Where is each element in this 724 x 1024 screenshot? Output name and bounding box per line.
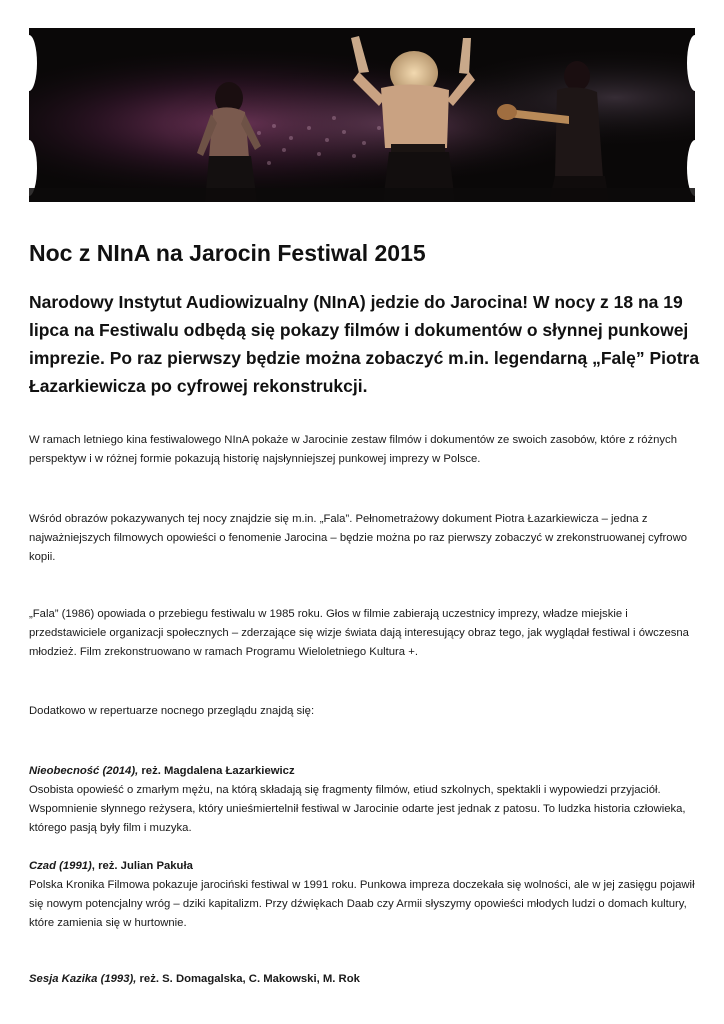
article-lead: Narodowy Instytut Audiowizualny (NInA) jedzie do Jarocina! W nocy z 18 na 19 lipca na Festiwalu odbędą się pokazy filmów i dokumentów o słynnej punkowej imprezie. Po raz pierwszy będzie można zobaczyć m.in. legendarną „Falę” Piotra Łazarkiewicza po cyfrowej rekonstrukcji. — [29, 292, 700, 396]
film-director: reż. S. Domagalska, C. Makowski, M. Rok — [136, 973, 360, 985]
film-title: Czad (1991) — [29, 860, 92, 872]
paragraph-fala-screening: Wśród obrazów pokazywanych tej nocy znajdzie się m.in. „Fala”. Pełnometrażowy dokument Piotra Łazarkiewicza – jedna z najważniejszych filmowych opowieści o fenomenie Jarocina – będzie można po raz pierwszy zobaczyć w zrekonstruowanej cyfrowo kopii. — [29, 513, 688, 563]
film-heading — [29, 762, 699, 781]
film-title: Nieobecność (2014), — [29, 765, 139, 777]
film-heading — [29, 857, 699, 876]
film-director: , reż. Julian Pakuła — [91, 860, 193, 872]
paragraph-fala-description: „Fala” (1986) opowiada o przebiegu festiwalu w 1985 roku. Głos w filmie zabierają uczestnicy imprezy, władze miejskie i przedstawiciele organizacji społecznych – zderzające się wizje świata dają interesujący obraz tego, jak wyglądał festiwal i ówczesna młodzież. Film zrekonstruowano w ramach Programu Wieloletniego Kultura +. — [29, 608, 689, 658]
paragraph-summer-cinema: W ramach letniego kina festiwalowego NInA pokaże w Jarocinie zestaw filmów i dokumentów ze swoich zasobów, które z różnych perspektyw i w różnej formie pokazują historię najsłynniejszej punkowej imprezy w Polsce. — [29, 434, 677, 465]
film-entry-czad — [29, 857, 699, 933]
film-entry-sesja-kazika — [29, 970, 699, 989]
film-description: Polska Kronika Filmowa pokazuje jarociński festiwal w 1991 roku. Punkowa impreza doczekała się wolności, ale w jej zasięgu pojawił się nowym potencjalny wróg – dziki kapitalizm. Przy dźwiękach Daab czy Armii słyszymy opowieści młodych ludzi o domach kultury, które zamienia się w hurtownie. — [29, 879, 695, 929]
film-title: Sesja Kazika (1993), — [29, 973, 137, 985]
header-concert-photo — [29, 28, 695, 202]
concert-stage-illustration — [29, 28, 695, 202]
article-title: Noc z NInA na Jarocin Festiwal 2015 — [29, 240, 426, 266]
film-director: reż. Magdalena Łazarkiewicz — [138, 765, 295, 777]
film-entry-nieobecnosc — [29, 762, 699, 838]
film-heading — [29, 970, 699, 989]
paragraph-repertoire-intro: Dodatkowo w repertuarze nocnego przeglądu znajdą się: — [29, 705, 315, 717]
film-description: Osobista opowieść o zmarłym mężu, na którą składają się fragmenty filmów, etiud szkolnych, spektakli i wypowiedzi przyjaciół. Wspomnienie słynnego reżysera, który unieśmiertelnił festiwal w Jarocinie odarte jest jednak z patosu. To ludzka historia człowieka, którego pasją były film i muzyka. — [29, 784, 686, 834]
